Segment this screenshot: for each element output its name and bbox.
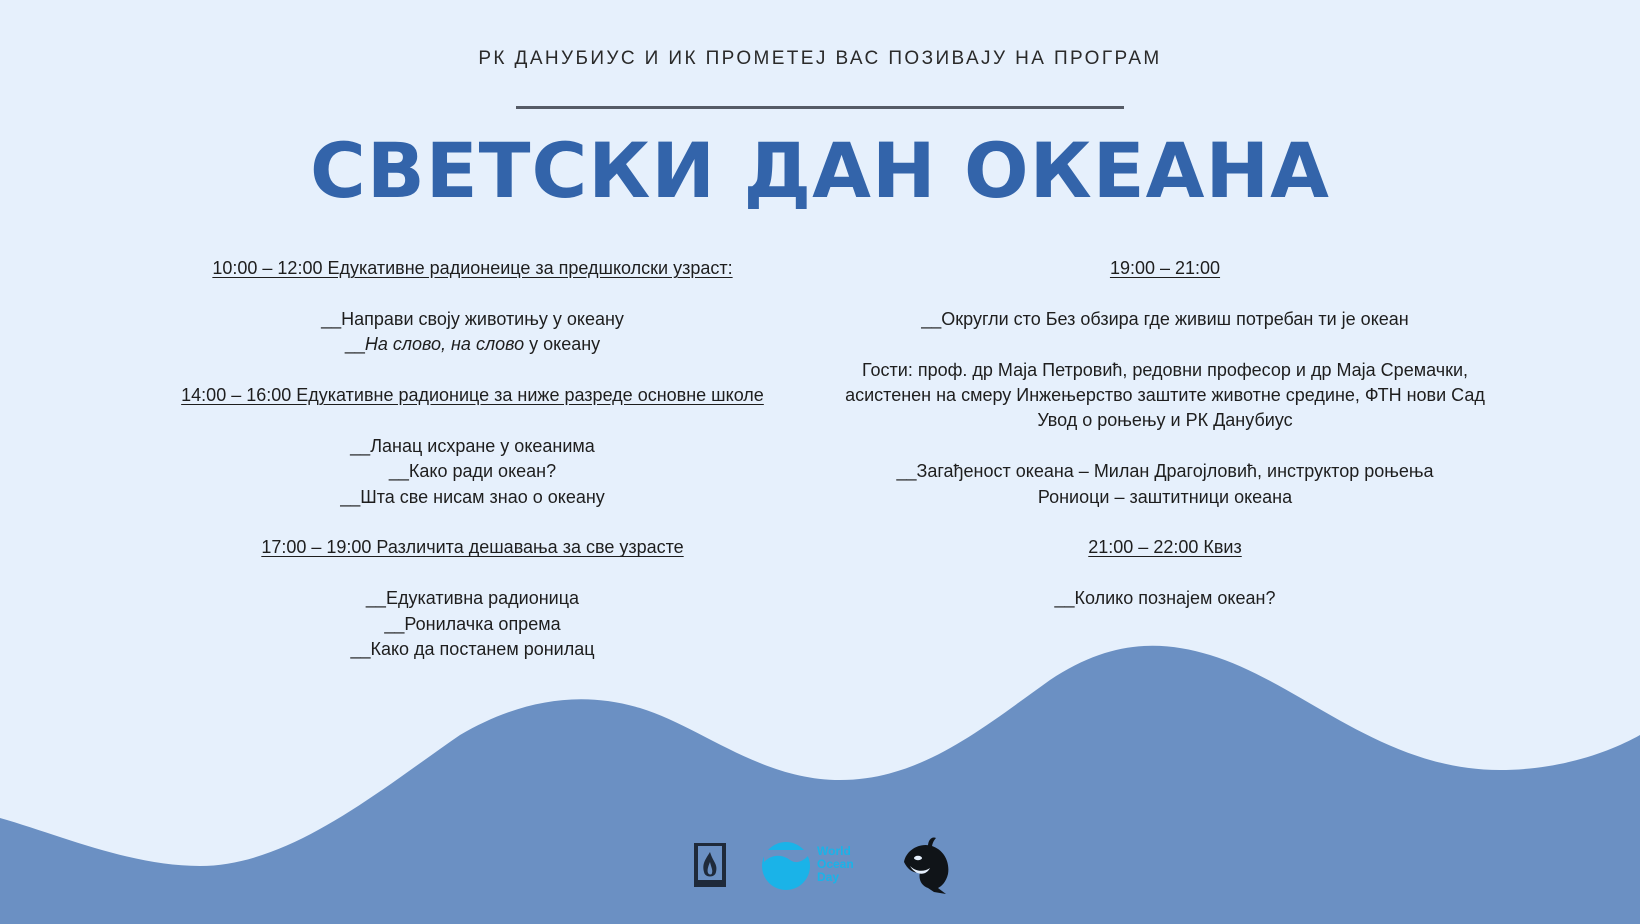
schedule-heading-morning: 10:00 – 12:00 Едукативне радионеице за предшколски узраст: (212, 258, 733, 278)
world-ocean-day-word: World (817, 844, 851, 858)
program-left-column (130, 256, 815, 662)
schedule-heading-evening: 17:00 – 19:00 Различита дешавања за све узрасте (261, 537, 684, 558)
schedule-heading-quiz: 21:00 – 22:00 Квиз (1088, 537, 1242, 558)
activity-item: __Шта све нисам знао о океану (340, 486, 605, 507)
guests-text: Увод о роњењу и РК Данубиус (1037, 410, 1293, 431)
activity-item: __Едукативна радионица (365, 588, 580, 609)
prometej-flame-logo (693, 842, 727, 888)
activity-item: __Како да постанем ронилац (350, 639, 595, 660)
program-right-column (815, 256, 1515, 612)
guests-text: Гости: проф. др Маја Петровић, редовни професор и др Маја Сремачки, (861, 359, 1469, 380)
guests-text: асистенен на смеру Инжењерство заштите животне средине, ФТН нови Сад (845, 385, 1485, 405)
schedule-heading-night: 19:00 – 21:00 (1109, 258, 1221, 278)
header-divider (516, 106, 1124, 109)
activity-item: __На слово, на слово у океану (344, 334, 601, 355)
activity-item: __Колико познајем океан? (1054, 588, 1276, 609)
page-title: СВЕТСКИ ДАН ОКЕАНА (310, 126, 1330, 215)
activity-item: Рониоци – заштитници океана (1037, 486, 1293, 507)
ocean-wave-icon (762, 840, 812, 892)
partner-logos (0, 836, 1640, 896)
orca-logo (898, 836, 958, 896)
activity-item: __Ланац исхране у океанима (350, 435, 595, 456)
world-ocean-day-word: Day (817, 870, 840, 884)
activity-item: __Како ради океан? (388, 461, 557, 482)
activity-item: __Направи своју животињу у океану (321, 308, 624, 329)
world-ocean-day-logo (762, 840, 878, 892)
activity-item: __Загађеност океана – Милан Драгојловић, инструктор роњења (896, 461, 1434, 482)
activity-item: __Ронилачка опрема (384, 613, 561, 634)
activity-item: __Округли сто Без обзира где живиш потребан ти је океан (921, 308, 1409, 329)
world-ocean-day-word: Ocean (817, 857, 854, 871)
event-subtitle: РК ДАНУБИУС И ИК ПРОМЕТЕЈ ВАС ПОЗИВАЈУ НА ПРОГРАМ (478, 48, 1162, 69)
schedule-heading-afternoon: 14:00 – 16:00 Едукативне радионице за ниже разреде основне школе (181, 385, 764, 405)
